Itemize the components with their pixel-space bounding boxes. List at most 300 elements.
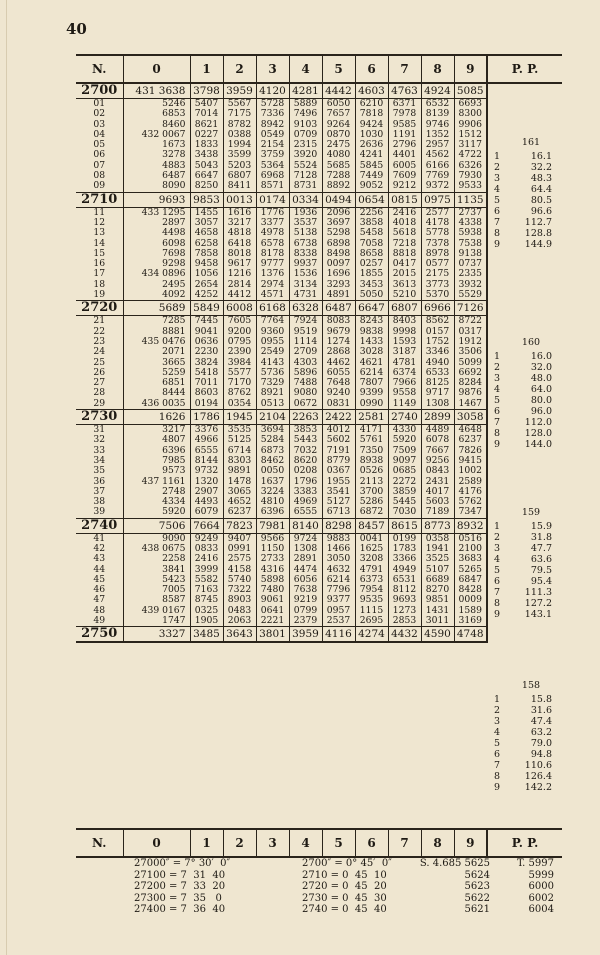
- table-cell: 9679: [322, 327, 355, 337]
- row-number: 26: [93, 366, 106, 378]
- table-cell: 9061: [256, 595, 289, 605]
- table-cell: 3224: [256, 487, 289, 497]
- row-number: 44: [93, 563, 106, 575]
- table-cell: 3537: [289, 218, 322, 228]
- table-cell: 3859: [388, 487, 421, 497]
- pp-row: [494, 705, 556, 716]
- table-cell: 7488: [289, 378, 322, 388]
- table-cell: 3278: [123, 150, 190, 160]
- table-cell: 6693: [454, 99, 487, 110]
- table-cell: 0194: [190, 399, 223, 410]
- table-cell: 2899: [421, 410, 454, 425]
- table-cell: 6851: [123, 378, 190, 388]
- table-cell: 2575: [223, 554, 256, 564]
- table-cell: 6714: [223, 446, 256, 456]
- footer-digit: 9: [454, 829, 487, 857]
- table-cell: 7664: [190, 518, 223, 533]
- table-cell: 437 1161: [123, 477, 190, 487]
- pp-value: 47.7: [530, 543, 552, 554]
- conversion-text: 2710 = 0 45 10: [302, 869, 387, 881]
- pp-value: 64.4: [530, 184, 552, 195]
- pp-value: 63.2: [530, 727, 552, 738]
- pp-value: 63.6: [530, 554, 552, 565]
- table-cell: 9717: [421, 388, 454, 398]
- table-cell: 5889: [289, 99, 322, 110]
- table-cell: 5286: [355, 497, 388, 507]
- table-cell: 6738: [289, 239, 322, 249]
- pp-value: 94.8: [530, 749, 552, 760]
- table-cell: 3028: [355, 347, 388, 357]
- table-cell: 8779: [322, 456, 355, 466]
- table-cell: 5284: [256, 435, 289, 445]
- conversion-text: 27100 = 7 31 40: [134, 869, 226, 881]
- table-cell: 1696: [322, 269, 355, 279]
- table-cell: 8938: [355, 456, 388, 466]
- table-cell: 9876: [454, 388, 487, 398]
- table-cell: 1786: [190, 410, 223, 425]
- pp-digit: 1: [494, 521, 501, 532]
- table-cell: 434 0896: [123, 269, 190, 279]
- table-cell: 9041: [190, 327, 223, 337]
- table-cell: 0641: [256, 606, 289, 616]
- table-cell: 3506: [454, 347, 487, 357]
- table-cell: 2063: [223, 616, 256, 627]
- table-cell: 2416: [190, 554, 223, 564]
- conversion-text: 6004: [528, 904, 554, 915]
- table-cell: 0672: [289, 399, 322, 410]
- table-cell: 1466: [322, 544, 355, 554]
- table-cell: 9200: [223, 327, 256, 337]
- table-cell: 5370: [421, 290, 454, 301]
- table-cell: 0009: [454, 595, 487, 605]
- table-cell: 7823: [223, 518, 256, 533]
- footer-digit: 3: [256, 829, 289, 857]
- table-cell: 432 0067: [123, 130, 190, 140]
- header-digit: 6: [355, 55, 388, 83]
- header-digit: 8: [421, 55, 454, 83]
- table-cell: 2113: [355, 477, 388, 487]
- row-number: 47: [93, 594, 106, 606]
- table-cell: 4949: [388, 565, 421, 575]
- table-cell: 0685: [388, 466, 421, 476]
- table-cell: 7858: [190, 249, 223, 259]
- table-cell: 8782: [223, 120, 256, 130]
- table-cell: 7175: [223, 109, 256, 119]
- pp-value: 128.8: [524, 228, 552, 239]
- pp-value: 79.0: [530, 738, 552, 749]
- table-cell: 0870: [322, 130, 355, 140]
- table-cell: 7128: [289, 171, 322, 181]
- table-cell: 6328: [289, 301, 322, 316]
- table-cell: 0097: [322, 259, 355, 269]
- table-cell: 3438: [190, 150, 223, 160]
- table-cell: 5246: [123, 99, 190, 110]
- table-cell: 2537: [322, 616, 355, 627]
- table-cell: 4722: [454, 150, 487, 160]
- pp-row: [494, 395, 556, 406]
- table-cell: 6487: [123, 171, 190, 181]
- table-cell: 1320: [190, 477, 223, 487]
- conversion-text: 5622: [464, 892, 490, 904]
- row-number: 2700: [81, 83, 118, 98]
- table-cell: 6847: [454, 575, 487, 585]
- table-cell: 1002: [454, 466, 487, 476]
- table-cell: 7648: [322, 378, 355, 388]
- table-cell: 3383: [289, 487, 322, 497]
- table-cell: 7638: [289, 585, 322, 595]
- table-cell: 3117: [454, 140, 487, 150]
- table-cell: 2315: [289, 140, 322, 150]
- table-cell: 8140: [289, 518, 322, 533]
- table-cell: 0833: [190, 544, 223, 554]
- table-cell: 3683: [454, 554, 487, 564]
- table-cell: 1455: [190, 207, 223, 218]
- table-cell: 6396: [123, 446, 190, 456]
- table-cell: 4791: [355, 565, 388, 575]
- table-cell: 7480: [256, 585, 289, 595]
- row-number: 03: [93, 118, 106, 130]
- table-cell: 6713: [322, 507, 355, 518]
- table-cell: 4652: [223, 497, 256, 507]
- table-cell: 2907: [190, 487, 223, 497]
- table-cell: 2154: [256, 140, 289, 150]
- conversion-row: [134, 893, 554, 905]
- pp-value: 80.5: [530, 195, 552, 206]
- table-cell: 4807: [123, 435, 190, 445]
- table-cell: 8462: [256, 456, 289, 466]
- table-cell: 2096: [322, 207, 355, 218]
- table-cell: 7764: [256, 316, 289, 327]
- table-cell: 8444: [123, 388, 190, 398]
- table-cell: 4498: [123, 228, 190, 238]
- table-cell: 4571: [256, 290, 289, 301]
- row-number: 24: [93, 346, 106, 358]
- table-cell: 6418: [223, 239, 256, 249]
- table-cell: 6166: [421, 161, 454, 171]
- table-cell: 8298: [322, 518, 355, 533]
- table-cell: 4978: [256, 228, 289, 238]
- table-cell: 9533: [454, 181, 487, 192]
- table-cell: 9746: [421, 120, 454, 130]
- header-pp: P. P.: [487, 55, 562, 83]
- row-number: 46: [93, 584, 106, 596]
- pp-digit: 7: [494, 417, 501, 428]
- table-cell: 439 0167: [123, 606, 190, 616]
- pp-digit: 1: [494, 151, 501, 162]
- table-cell: 8457: [355, 518, 388, 533]
- table-cell: 8428: [454, 585, 487, 595]
- table-cell: 5728: [256, 99, 289, 110]
- table-cell: 4781: [388, 358, 421, 368]
- table-cell: 3011: [421, 616, 454, 627]
- table-cell: 8139: [421, 109, 454, 119]
- table-cell: 4080: [322, 150, 355, 160]
- pp-value: 80.0: [530, 395, 552, 406]
- pp-row: [494, 173, 556, 184]
- table-cell: 7350: [355, 446, 388, 456]
- conversion-text: 6000: [528, 881, 554, 892]
- table-cell: 2263: [289, 410, 322, 425]
- pp-row: [494, 694, 556, 705]
- table-cell: 8284: [454, 378, 487, 388]
- table-cell: 9360: [256, 327, 289, 337]
- table-cell: 1191: [388, 130, 421, 140]
- table-cell: 1637: [256, 477, 289, 487]
- table-cell: 2974: [256, 280, 289, 290]
- row-number: 32: [93, 434, 106, 446]
- row-number: 2730: [76, 410, 123, 425]
- table-row-key: [76, 83, 562, 99]
- table-cell: 7769: [421, 171, 454, 181]
- row-number: 42: [93, 542, 106, 554]
- table-cell: 6555: [289, 507, 322, 518]
- row-number: 35: [93, 465, 106, 477]
- row-number: 23: [93, 335, 106, 347]
- row-number: 01: [76, 99, 123, 110]
- table-cell: 6873: [256, 446, 289, 456]
- pp-row: [494, 576, 556, 587]
- table-cell: 4281: [289, 83, 322, 99]
- table-cell: 4092: [123, 290, 190, 301]
- table-cell: 0227: [190, 130, 223, 140]
- table-cell: 5203: [223, 161, 256, 171]
- table-cell: 2549: [256, 347, 289, 357]
- row-number: 04: [93, 128, 106, 140]
- table-cell: 3134: [289, 280, 322, 290]
- row-number: 16: [93, 258, 106, 270]
- pp-digit: 7: [494, 587, 501, 598]
- table-cell: 0494: [322, 192, 355, 207]
- table-cell: 5920: [123, 507, 190, 518]
- conversion-text: 5624: [464, 869, 490, 881]
- table-cell: 7978: [388, 109, 421, 119]
- pp-value: 110.6: [524, 760, 552, 771]
- table-cell: 5364: [256, 161, 289, 171]
- table-cell: 6168: [256, 301, 289, 316]
- table-cell: 7609: [388, 171, 421, 181]
- table-cell: 1478: [223, 477, 256, 487]
- table-cell: 9219: [289, 595, 322, 605]
- pp-digit: 6: [494, 576, 501, 587]
- table-cell: 2897: [123, 218, 190, 228]
- table-cell: 3217: [123, 425, 190, 436]
- table-cell: 0513: [256, 399, 289, 410]
- table-cell: 8403: [388, 316, 421, 327]
- table-cell: 3525: [421, 554, 454, 564]
- row-number: 29: [93, 397, 106, 409]
- header-digit: 0: [123, 55, 190, 83]
- row-number: 05: [93, 139, 106, 151]
- table-cell: 436 0035: [123, 399, 190, 410]
- table-cell: 0799: [289, 606, 322, 616]
- pp-row: [494, 543, 556, 554]
- table-cell: 1994: [223, 140, 256, 150]
- table-cell: 9240: [322, 388, 355, 398]
- table-cell: 4489: [421, 425, 454, 436]
- table-cell: 0654: [355, 192, 388, 207]
- table-cell: 5138: [289, 228, 322, 238]
- table-cell: 3376: [190, 425, 223, 436]
- conversion-text: 2700″ = 0° 45′ 0″: [302, 858, 392, 869]
- footer-digit: 7: [388, 829, 421, 857]
- table-cell: 1149: [388, 399, 421, 410]
- table-cell: 2431: [421, 477, 454, 487]
- table-cell: 2258: [123, 554, 190, 564]
- table-cell: 5423: [123, 575, 190, 585]
- table-cell: 1626: [123, 410, 190, 425]
- table-cell: 3932: [454, 280, 487, 290]
- table-cell: 9097: [388, 456, 421, 466]
- table-cell: 4432: [388, 627, 421, 643]
- row-number: 2750: [76, 627, 123, 643]
- row-number: 41: [76, 533, 123, 544]
- pp-row: [494, 738, 556, 749]
- table-cell: 8921: [256, 388, 289, 398]
- table-cell: 4924: [421, 83, 454, 99]
- pp-digit: 8: [494, 598, 501, 609]
- conversion-text: S. 4.685 5625: [419, 858, 490, 869]
- pp-digit: 5: [494, 195, 501, 206]
- table-cell: 1905: [190, 616, 223, 627]
- row-number: 34: [93, 454, 106, 466]
- pp-value: 31.8: [530, 532, 552, 543]
- pp-difference: 158: [521, 680, 541, 691]
- pp-difference: 160: [521, 337, 541, 348]
- table-cell: 8620: [289, 456, 322, 466]
- table-cell: 9838: [355, 327, 388, 337]
- table-cell: 1433: [355, 337, 388, 347]
- table-cell: 1673: [123, 140, 190, 150]
- table-cell: 0549: [256, 130, 289, 140]
- table-cell: 8144: [190, 456, 223, 466]
- table-cell: 9566: [256, 533, 289, 544]
- pp-row: [494, 565, 556, 576]
- pp-digit: 2: [494, 705, 501, 716]
- table-cell: 7924: [289, 316, 322, 327]
- table-cell: 4241: [355, 150, 388, 160]
- table-cell: 2709: [289, 347, 322, 357]
- table-cell: 5896: [289, 368, 322, 378]
- table-cell: 3346: [421, 347, 454, 357]
- table-cell: 9724: [289, 533, 322, 544]
- table-cell: 5685: [322, 161, 355, 171]
- table-cell: 7191: [322, 446, 355, 456]
- pp-block: [494, 336, 556, 450]
- table-cell: 3217: [223, 218, 256, 228]
- row-number: 2720: [76, 301, 123, 316]
- table-cell: 2379: [289, 616, 322, 627]
- table-cell: 9851: [421, 595, 454, 605]
- table-cell: 9138: [454, 249, 487, 259]
- table-cell: 6853: [123, 109, 190, 119]
- pp-row: [494, 362, 556, 373]
- table-cell: 7336: [256, 109, 289, 119]
- table-cell: 1616: [223, 207, 256, 218]
- pp-value: 111.3: [524, 587, 552, 598]
- table-cell: 4818: [223, 228, 256, 238]
- table-cell: 6237: [223, 507, 256, 518]
- table-cell: 6555: [190, 446, 223, 456]
- table-cell: 9883: [322, 533, 355, 544]
- table-cell: 0157: [421, 327, 454, 337]
- pp-value: 112.0: [524, 417, 552, 428]
- pp-value: 16.1: [530, 151, 552, 162]
- conversion-text: 6002: [528, 892, 554, 904]
- table-cell: 0050: [256, 466, 289, 476]
- table-cell: 2589: [454, 477, 487, 487]
- table-cell: 5085: [454, 83, 487, 99]
- table-cell: 9212: [388, 181, 421, 192]
- table-cell: 6531: [388, 575, 421, 585]
- table-cell: 1376: [256, 269, 289, 279]
- row-number: 14: [93, 237, 106, 249]
- table-cell: 5125: [223, 435, 256, 445]
- footer-n: N.: [76, 829, 123, 857]
- table-cell: 3959: [289, 627, 322, 643]
- table-cell: 0354: [223, 399, 256, 410]
- table-cell: 2581: [355, 410, 388, 425]
- table-cell: 7170: [223, 378, 256, 388]
- table-cell: 1150: [256, 544, 289, 554]
- table-cell: 4178: [421, 218, 454, 228]
- table-cell: 0483: [223, 606, 256, 616]
- conversion-row: [134, 870, 554, 882]
- table-cell: 4116: [322, 627, 355, 643]
- table-cell: 0975: [421, 192, 454, 207]
- table-cell: 9372: [421, 181, 454, 192]
- table-cell: 4316: [256, 565, 289, 575]
- table-cell: 5618: [388, 228, 421, 238]
- table-cell: 3535: [223, 425, 256, 436]
- table-cell: 4171: [355, 425, 388, 436]
- row-number: 18: [93, 278, 106, 290]
- table-cell: 6371: [388, 99, 421, 110]
- pp-digit: 4: [494, 554, 501, 565]
- table-cell: 5567: [223, 99, 256, 110]
- table-cell: 6374: [388, 368, 421, 378]
- table-cell: 2015: [388, 269, 421, 279]
- pp-row: [494, 439, 556, 450]
- row-number: 28: [93, 387, 106, 399]
- table-cell: 7509: [388, 446, 421, 456]
- table-cell: 1625: [355, 544, 388, 554]
- table-cell: 4966: [190, 435, 223, 445]
- table-cell: 4940: [421, 358, 454, 368]
- pp-value: 144.9: [524, 239, 552, 250]
- pp-digit: 4: [494, 727, 501, 738]
- row-number: 07: [93, 159, 106, 171]
- table-cell: 6689: [421, 575, 454, 585]
- table-cell: 2740: [388, 410, 421, 425]
- conversion-text: 27400 = 7 36 40: [134, 904, 226, 915]
- table-cell: 0257: [355, 259, 388, 269]
- table-cell: 1912: [454, 337, 487, 347]
- table-cell: 9424: [355, 120, 388, 130]
- table-cell: 6373: [355, 575, 388, 585]
- table-cell: 7218: [388, 239, 421, 249]
- table-cell: 8881: [123, 327, 190, 337]
- table-cell: 3999: [190, 565, 223, 575]
- table-cell: 1752: [421, 337, 454, 347]
- table-cell: 3798: [190, 83, 223, 99]
- table-cell: 5740: [223, 575, 256, 585]
- conversion-text: 27200 = 7 33 20: [134, 881, 226, 892]
- table-cell: 6578: [256, 239, 289, 249]
- conversion-text: 2730 = 0 45 30: [302, 892, 387, 904]
- table-cell: 8300: [454, 109, 487, 119]
- table-cell: 3065: [223, 487, 256, 497]
- table-cell: 5210: [388, 290, 421, 301]
